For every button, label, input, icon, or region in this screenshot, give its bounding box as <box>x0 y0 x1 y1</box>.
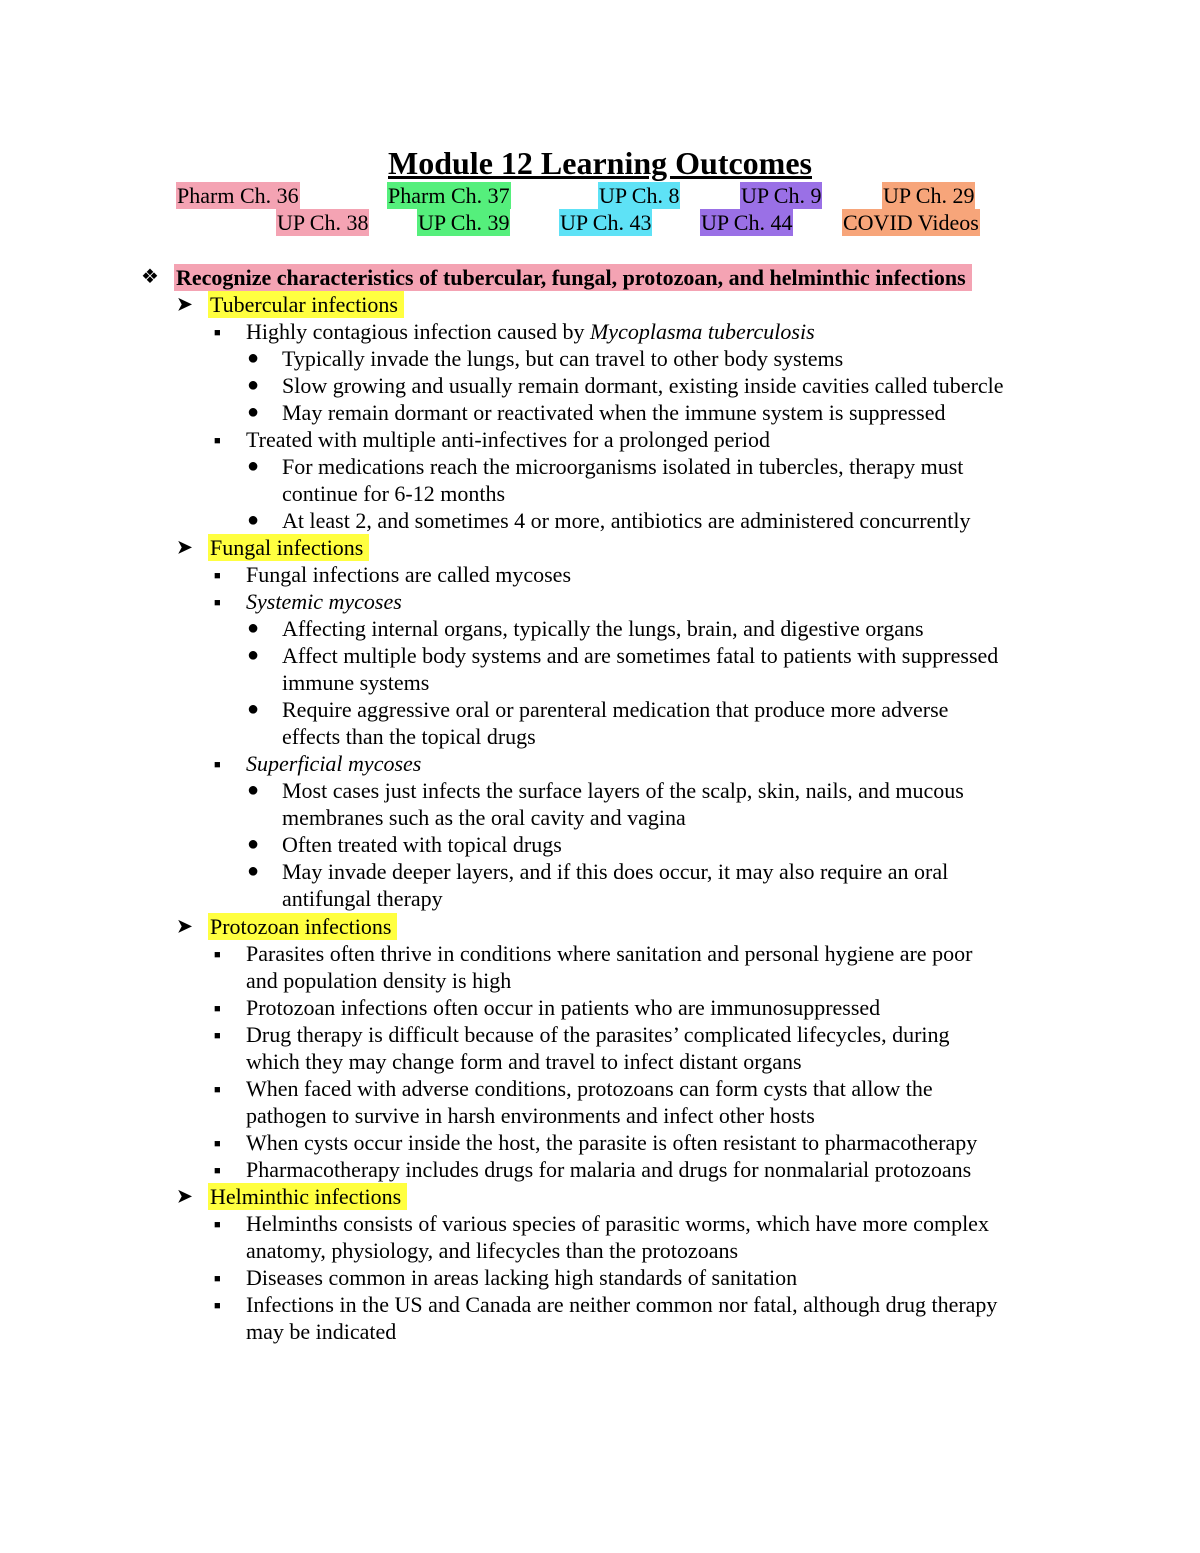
chapter-tag-up-9: UP Ch. 9 <box>741 183 822 208</box>
list-item: Drug therapy is difficult because of the parasites’ complicated lifecycles, during <box>246 1022 950 1047</box>
list-item: At least 2, and sometimes 4 or more, antibiotics are administered concurrently <box>282 508 971 533</box>
chapter-tag-up-43: UP Ch. 43 <box>560 210 652 235</box>
chapter-tag-up-39: UP Ch. 39 <box>418 210 510 235</box>
square-bullet-icon: ■ <box>214 327 221 339</box>
list-item: Diseases common in areas lacking high standards of sanitation <box>246 1265 798 1290</box>
learning-outcome: Recognize characteristics of tubercular, fungal, protozoan, and helminthic infections <box>174 264 972 291</box>
chapter-tag-covid-videos: COVID Videos <box>843 210 979 235</box>
square-bullet-icon: ■ <box>214 1219 221 1231</box>
list-item-continuation: may be indicated <box>246 1319 397 1344</box>
list-item: Pharmacotherapy includes drugs for malaria and drugs for nonmalarial protozoans <box>246 1157 972 1182</box>
list-item: Superficial mycoses <box>246 751 422 776</box>
dot-bullet-icon: ● <box>247 644 260 666</box>
list-item-continuation: pathogen to survive in harsh environments and infect other hosts <box>246 1103 815 1128</box>
arrow-bullet-icon: ➤ <box>177 1186 193 1206</box>
square-bullet-icon: ■ <box>214 435 221 447</box>
chapter-tag-up-29: UP Ch. 29 <box>883 183 975 208</box>
dot-bullet-icon: ● <box>247 698 260 720</box>
square-bullet-icon: ■ <box>214 1273 221 1285</box>
page-title: Module 12 Learning Outcomes <box>388 145 812 181</box>
chapter-tag-up-38: UP Ch. 38 <box>277 210 369 235</box>
list-item: Parasites often thrive in conditions where sanitation and personal hygiene are poor <box>246 941 973 966</box>
list-item: Affecting internal organs, typically the lungs, brain, and digestive organs <box>282 616 924 641</box>
chapter-tag-pharm-36: Pharm Ch. 36 <box>177 183 299 208</box>
dot-bullet-icon: ● <box>247 779 260 801</box>
list-item: When faced with adverse conditions, protozoans can form cysts that allow the <box>246 1076 933 1101</box>
dot-bullet-icon: ● <box>247 509 260 531</box>
list-item: Treated with multiple anti-infectives for a prolonged period <box>246 427 770 452</box>
list-item-continuation: antifungal therapy <box>282 886 443 911</box>
dot-bullet-icon: ● <box>247 347 260 369</box>
list-item: May remain dormant or reactivated when the immune system is suppressed <box>282 400 946 425</box>
square-bullet-icon: ■ <box>214 949 221 961</box>
dot-bullet-icon: ● <box>247 374 260 396</box>
list-item: Fungal infections are called mycoses <box>246 562 572 587</box>
section-heading-fungal: Fungal infections <box>208 534 369 561</box>
list-item-continuation: continue for 6-12 months <box>282 481 506 506</box>
dot-bullet-icon: ● <box>247 833 260 855</box>
arrow-bullet-icon: ➤ <box>177 294 193 314</box>
square-bullet-icon: ■ <box>214 570 221 582</box>
dot-bullet-icon: ● <box>247 401 260 423</box>
list-item-continuation: anatomy, physiology, and lifecycles than the protozoans <box>246 1238 739 1263</box>
square-bullet-icon: ■ <box>214 1165 221 1177</box>
list-item-continuation: which they may change form and travel to infect distant organs <box>246 1049 802 1074</box>
list-item: Slow growing and usually remain dormant, existing inside cavities called tubercle <box>282 373 1004 398</box>
dot-bullet-icon: ● <box>247 617 260 639</box>
square-bullet-icon: ■ <box>214 1138 221 1150</box>
dot-bullet-icon: ● <box>247 860 260 882</box>
list-item-continuation: and population density is high <box>246 968 512 993</box>
arrow-bullet-icon: ➤ <box>177 537 193 557</box>
list-item: When cysts occur inside the host, the parasite is often resistant to pharmacotherapy <box>246 1130 978 1155</box>
list-item-continuation: immune systems <box>282 670 430 695</box>
list-item: Affect multiple body systems and are sometimes fatal to patients with suppressed <box>282 643 999 668</box>
square-bullet-icon: ■ <box>214 1300 221 1312</box>
square-bullet-icon: ■ <box>214 1084 221 1096</box>
list-item: Require aggressive oral or parenteral medication that produce more adverse <box>282 697 949 722</box>
arrow-bullet-icon: ➤ <box>177 916 193 936</box>
list-item-continuation: effects than the topical drugs <box>282 724 536 749</box>
list-item: Typically invade the lungs, but can travel to other body systems <box>282 346 844 371</box>
section-heading-helminthic: Helminthic infections <box>208 1183 407 1210</box>
square-bullet-icon: ■ <box>214 759 221 771</box>
dot-bullet-icon: ● <box>247 455 260 477</box>
list-item: Most cases just infects the surface layers of the scalp, skin, nails, and mucous <box>282 778 964 803</box>
list-item-continuation: membranes such as the oral cavity and vagina <box>282 805 686 830</box>
section-heading-tubercular: Tubercular infections <box>208 291 404 318</box>
list-item: May invade deeper layers, and if this does occur, it may also require an oral <box>282 859 949 884</box>
list-item: Infections in the US and Canada are neither common nor fatal, although drug therapy <box>246 1292 998 1317</box>
list-item: Highly contagious infection caused by Mycoplasma tuberculosis <box>246 319 815 344</box>
list-item: Helminths consists of various species of parasitic worms, which have more complex <box>246 1211 989 1236</box>
list-item: For medications reach the microorganisms isolated in tubercles, therapy must <box>282 454 964 479</box>
square-bullet-icon: ■ <box>214 1030 221 1042</box>
chapter-tag-up-44: UP Ch. 44 <box>701 210 793 235</box>
square-bullet-icon: ■ <box>214 1003 221 1015</box>
list-item: Protozoan infections often occur in patients who are immunosuppressed <box>246 995 881 1020</box>
section-heading-protozoan: Protozoan infections <box>208 913 397 940</box>
diamond-bullet-icon: ❖ <box>141 266 159 288</box>
chapter-tag-pharm-37: Pharm Ch. 37 <box>388 183 510 208</box>
list-item: Often treated with topical drugs <box>282 832 562 857</box>
chapter-tag-up-8: UP Ch. 8 <box>599 183 680 208</box>
square-bullet-icon: ■ <box>214 597 221 609</box>
list-item: Systemic mycoses <box>246 589 402 614</box>
